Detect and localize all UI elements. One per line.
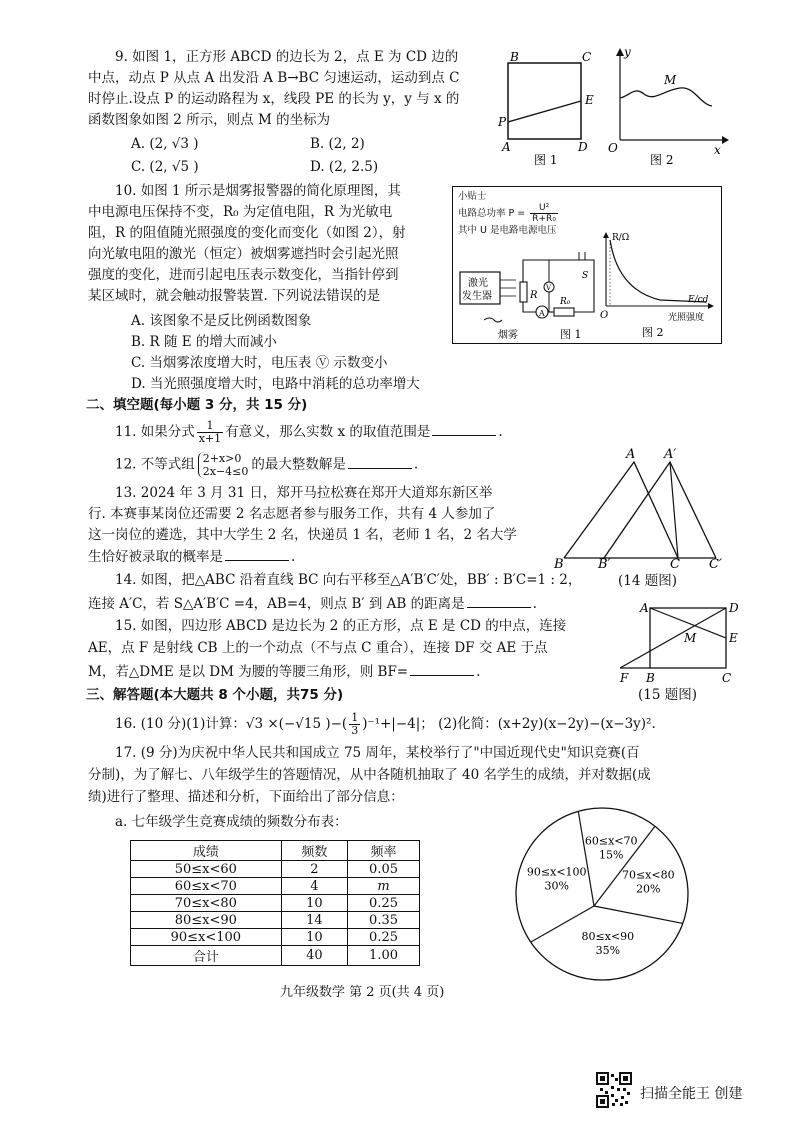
label-D: D (578, 140, 588, 154)
q15-last (88, 662, 480, 681)
q12-text: 12. 不等式组 (115, 456, 195, 473)
label-E: E (585, 93, 594, 107)
q17-sub-a: a. 七年级学生竞赛成绩的频数分布表： (115, 814, 348, 830)
section-2-heading: 二、填空题(每小题 3 分，共 15 分) (86, 397, 308, 413)
answer-blank[interactable] (225, 547, 289, 561)
label-M: M (664, 73, 677, 87)
table-row (131, 946, 420, 966)
table-row (131, 861, 420, 878)
table-cell: 80≤x<90 (131, 912, 282, 929)
table-cell: m (348, 878, 420, 895)
tip-box (458, 190, 560, 237)
pie-slice-boundary (594, 906, 683, 923)
label-D: D (729, 601, 739, 615)
score-pie-chart (512, 804, 692, 984)
label-A-prime: A′ (664, 447, 677, 462)
page-footer: 九年级数学 第 2 页(共 4 页) (280, 985, 445, 1000)
q15-last-text: M，若△DME 是以 DM 为腰的等腰三角形，则 BF= (88, 664, 409, 680)
label-B: B (646, 671, 655, 684)
pie-slice-percent: 35% (595, 943, 621, 957)
table-cell: 50≤x<60 (131, 861, 282, 878)
table-cell: 90≤x<100 (131, 929, 282, 946)
q16-text-post: )⁻¹+|−4|； (2)化简：(x+2y)(x−2y)−(x−3y)². (362, 716, 656, 732)
graph-caption: 图 2 (642, 326, 664, 339)
fig2-caption: 图 2 (650, 153, 674, 167)
q10-line: 强度的变化，进而引起电压表示数变化，当指针停到 (88, 267, 399, 283)
q12-ineq-1: 2+x>0 (202, 452, 242, 465)
label-C: C (582, 50, 592, 64)
table-cell: 14 (281, 912, 347, 929)
q11-frac-den: x+1 (198, 432, 222, 445)
table-cell: 1.00 (348, 946, 420, 966)
q12-text-post: 的最大整数解是 (251, 456, 346, 473)
graph-x-unit: E/cd (688, 295, 709, 305)
q10-option-b: B. R 随 E 的增大而减小 (131, 334, 277, 350)
laser-label: 激光 (468, 278, 488, 289)
table-row (131, 929, 420, 946)
answer-blank[interactable] (467, 594, 531, 608)
label-A: A (640, 601, 649, 615)
q13-end: . (291, 549, 296, 565)
q9-option-a: A. (2, √3 ) (131, 136, 199, 152)
table-cell: 70≤x<80 (131, 895, 282, 912)
q11-text: 11. 如果分式 (115, 424, 195, 440)
table-cell: 40 (281, 946, 347, 966)
table-cell: 0.25 (348, 929, 420, 946)
table-header: 成绩 (131, 841, 282, 861)
q9-option-d: D. (2, 2.5) (310, 159, 379, 175)
pie-slice-boundary (578, 811, 594, 906)
ammeter-label: A (539, 309, 545, 318)
q10-line: 某区域时，就会触动报警装置. 下列说法错误的是 (88, 288, 381, 304)
table-cell: 0.25 (348, 895, 420, 912)
axis-y-label: y (624, 46, 631, 59)
q11-text-post: 有意义，那么实数 x 的取值范围是 (225, 424, 431, 440)
table-cell: 2 (281, 861, 347, 878)
q10-line: 阻，R 的阻值随光照强度的变化而变化（如图 2），射 (88, 225, 406, 241)
label-R: R (530, 290, 538, 301)
label-A: A (502, 140, 511, 154)
origin-label: O (608, 141, 618, 155)
q17-line: 分制)，为了解七、八年级学生的答题情况，从中各随机抽取了 40 名学生的成绩，并对数据(成 (88, 767, 651, 783)
q10-circuit-figure (454, 242, 604, 342)
answer-blank[interactable] (410, 662, 474, 676)
pie-slice-percent: 30% (544, 879, 569, 893)
pie-slice-percent: 20% (636, 882, 661, 896)
label-F: F (620, 671, 629, 684)
q9-option-b: B. (2, 2) (310, 136, 365, 152)
tip-title: 小贴士 (458, 191, 487, 202)
q13-line: 这一岗位的遴选，其中大学生 2 名，快递员 1 名，老师 1 名，2 名大学 (88, 527, 517, 543)
voltmeter-label: V (546, 284, 552, 292)
table-cell: 0.05 (348, 861, 420, 878)
q15-end: . (476, 664, 481, 680)
tip-note: 其中 U 是电路电源电压 (458, 225, 557, 236)
table-cell: 合计 (131, 946, 282, 966)
answer-blank[interactable] (432, 422, 496, 436)
label-P: P (498, 115, 507, 129)
q14-line: 14. 如图，把△ABC 沿着直线 BC 向右平移至△A′B′C′处，BB′ : B′C=1 : 2， (115, 572, 582, 588)
smoke-label: 烟雾 (498, 330, 518, 341)
table-cell: 4 (281, 878, 347, 895)
q9-line: 9. 如图 1，正方形 ABCD 的边长为 2，点 E 为 CD 边的 (115, 49, 459, 65)
q15-caption: (15 题图) (638, 687, 698, 703)
tip-formula-prefix: 电路总功率 P = (458, 208, 526, 219)
q15-figure (600, 598, 740, 684)
pie-slice-label: 80≤x<90 (581, 929, 635, 943)
axis-x-label: x (714, 143, 721, 157)
table-cell: 0.35 (348, 912, 420, 929)
frequency-table (130, 840, 420, 966)
q15-line: 15. 如图，四边形 ABCD 是边长为 2 的正方形，点 E 是 CD 的中点，连接 (115, 618, 567, 634)
q16-frac-num: 1 (351, 711, 359, 724)
qr-code-icon (596, 1072, 632, 1108)
q10-option-a: A. 该图象不是反比例函数图象 (131, 313, 312, 329)
table-cell: 10 (281, 895, 347, 912)
graph-x-label: 光照强度 (668, 313, 705, 323)
fig1-caption: 图 1 (534, 153, 558, 167)
q9-line: 函数图象如图 2 所示，则点 M 的坐标为 (88, 112, 331, 128)
q13-line: 13. 2024 年 3 月 31 日，郑开马拉松赛在郑开大道郑东新区举 (115, 485, 493, 501)
q11 (115, 420, 503, 445)
q10-option-d: D. 当光照强度增大时，电路中消耗的总功率增大 (131, 376, 420, 392)
q11-end: . (498, 424, 503, 440)
label-B: B (510, 50, 519, 64)
q9-line: 中点，动点 P 从点 A 出发沿 A B→BC 匀速运动，运动到点 C (88, 70, 460, 86)
q12 (115, 452, 418, 478)
circuit-caption: 图 1 (560, 328, 582, 341)
q12-end: . (413, 456, 419, 473)
generator-label: 发生器 (462, 291, 492, 302)
q13-last (88, 547, 295, 566)
pie-slice-label: 70≤x<80 (621, 868, 675, 882)
q17-line: 绩)进行了整理、描述和分析，下面给出了部分信息： (88, 789, 404, 805)
q9-figure-2 (602, 46, 732, 168)
q11-frac-num: 1 (197, 420, 223, 433)
answer-blank[interactable] (348, 455, 412, 469)
q9-line: 时停止.设点 P 的运动路程为 x，线段 PE 的长为 y，y 与 x 的 (88, 91, 460, 107)
section-3-heading: 三、解答题(本大题共 8 个小题，共75 分) (86, 687, 344, 703)
q9-option-c: C. (2, √5 ) (131, 159, 199, 175)
q14-caption: (14 题图) (618, 573, 678, 589)
q14-line-2-text: 连接 A′C，若 S△A′B′C =4，AB=4，则点 B′ 到 AB 的距离是 (88, 596, 465, 612)
label-A: A (626, 447, 636, 462)
table-header-row (131, 841, 420, 861)
pie-slice-label: 60≤x<70 (584, 834, 638, 848)
label-R0: R₀ (560, 297, 571, 307)
tip-formula (458, 203, 560, 224)
q10-line: 向光敏电阻的激光（恒定）被烟雾遮挡时会引起光照 (88, 246, 399, 262)
q15-line: AE，点 F 是射线 CB 上的一个动点（不与点 C 重合），连接 DF 交 AE 于点 (88, 640, 548, 656)
q10-graph-figure (600, 230, 720, 342)
table-row (131, 878, 420, 895)
q13-last-text: 生恰好被录取的概率是 (88, 549, 223, 565)
pie-slice-label: 90≤x<100 (526, 865, 587, 879)
table-row (131, 895, 420, 912)
graph-y-label: R/Ω (612, 233, 630, 243)
q14-line-2 (88, 594, 537, 613)
watermark-text: 扫描全能王 创建 (640, 1086, 743, 1102)
q14-figure (546, 444, 736, 568)
label-B-prime: B′ (598, 557, 611, 568)
q12-ineq-2: 2x−4≤0 (202, 465, 249, 478)
graph-origin-label: O (600, 310, 609, 321)
table-cell: 60≤x<70 (131, 878, 282, 895)
tip-formula-num: U² (530, 203, 558, 214)
label-C: C (722, 671, 732, 684)
q10-line: 中电源电压保持不变，R₀ 为定值电阻，R 为光敏电 (88, 204, 393, 220)
tip-formula-den: R+R₀ (532, 214, 556, 224)
switch-label: S (582, 271, 589, 281)
label-B: B (554, 557, 564, 568)
q16-frac-den: 3 (351, 724, 359, 737)
q13-line: 行. 本赛事某岗位还需要 2 名志愿者参与服务工作，共有 4 人参加了 (88, 506, 496, 522)
label-C: C (670, 557, 680, 568)
label-E: E (729, 631, 738, 645)
table-header: 频率 (348, 841, 420, 861)
label-C-prime: C′ (709, 557, 722, 568)
q10-option-c: C. 当烟雾浓度增大时，电压表 Ⓥ 示数变小 (131, 355, 388, 371)
q16-text: 16. (10 分)(1)计算：√3 ×(−√15 )−( (115, 716, 348, 732)
q10-line: 10. 如图 1 所示是烟雾报警器的简化原理图，其 (115, 183, 401, 199)
q14-end: . (532, 596, 537, 612)
label-M: M (684, 631, 697, 645)
table-row (131, 912, 420, 929)
q9-figure-1 (494, 50, 604, 170)
q17-line: 17. (9 分)为庆祝中华人民共和国成立 75 周年，某校举行了"中国近现代史"知识竞赛(百 (115, 745, 640, 761)
table-header: 频数 (281, 841, 347, 861)
table-cell: 10 (281, 929, 347, 946)
pie-slice-percent: 15% (598, 848, 624, 862)
q16 (115, 712, 656, 737)
